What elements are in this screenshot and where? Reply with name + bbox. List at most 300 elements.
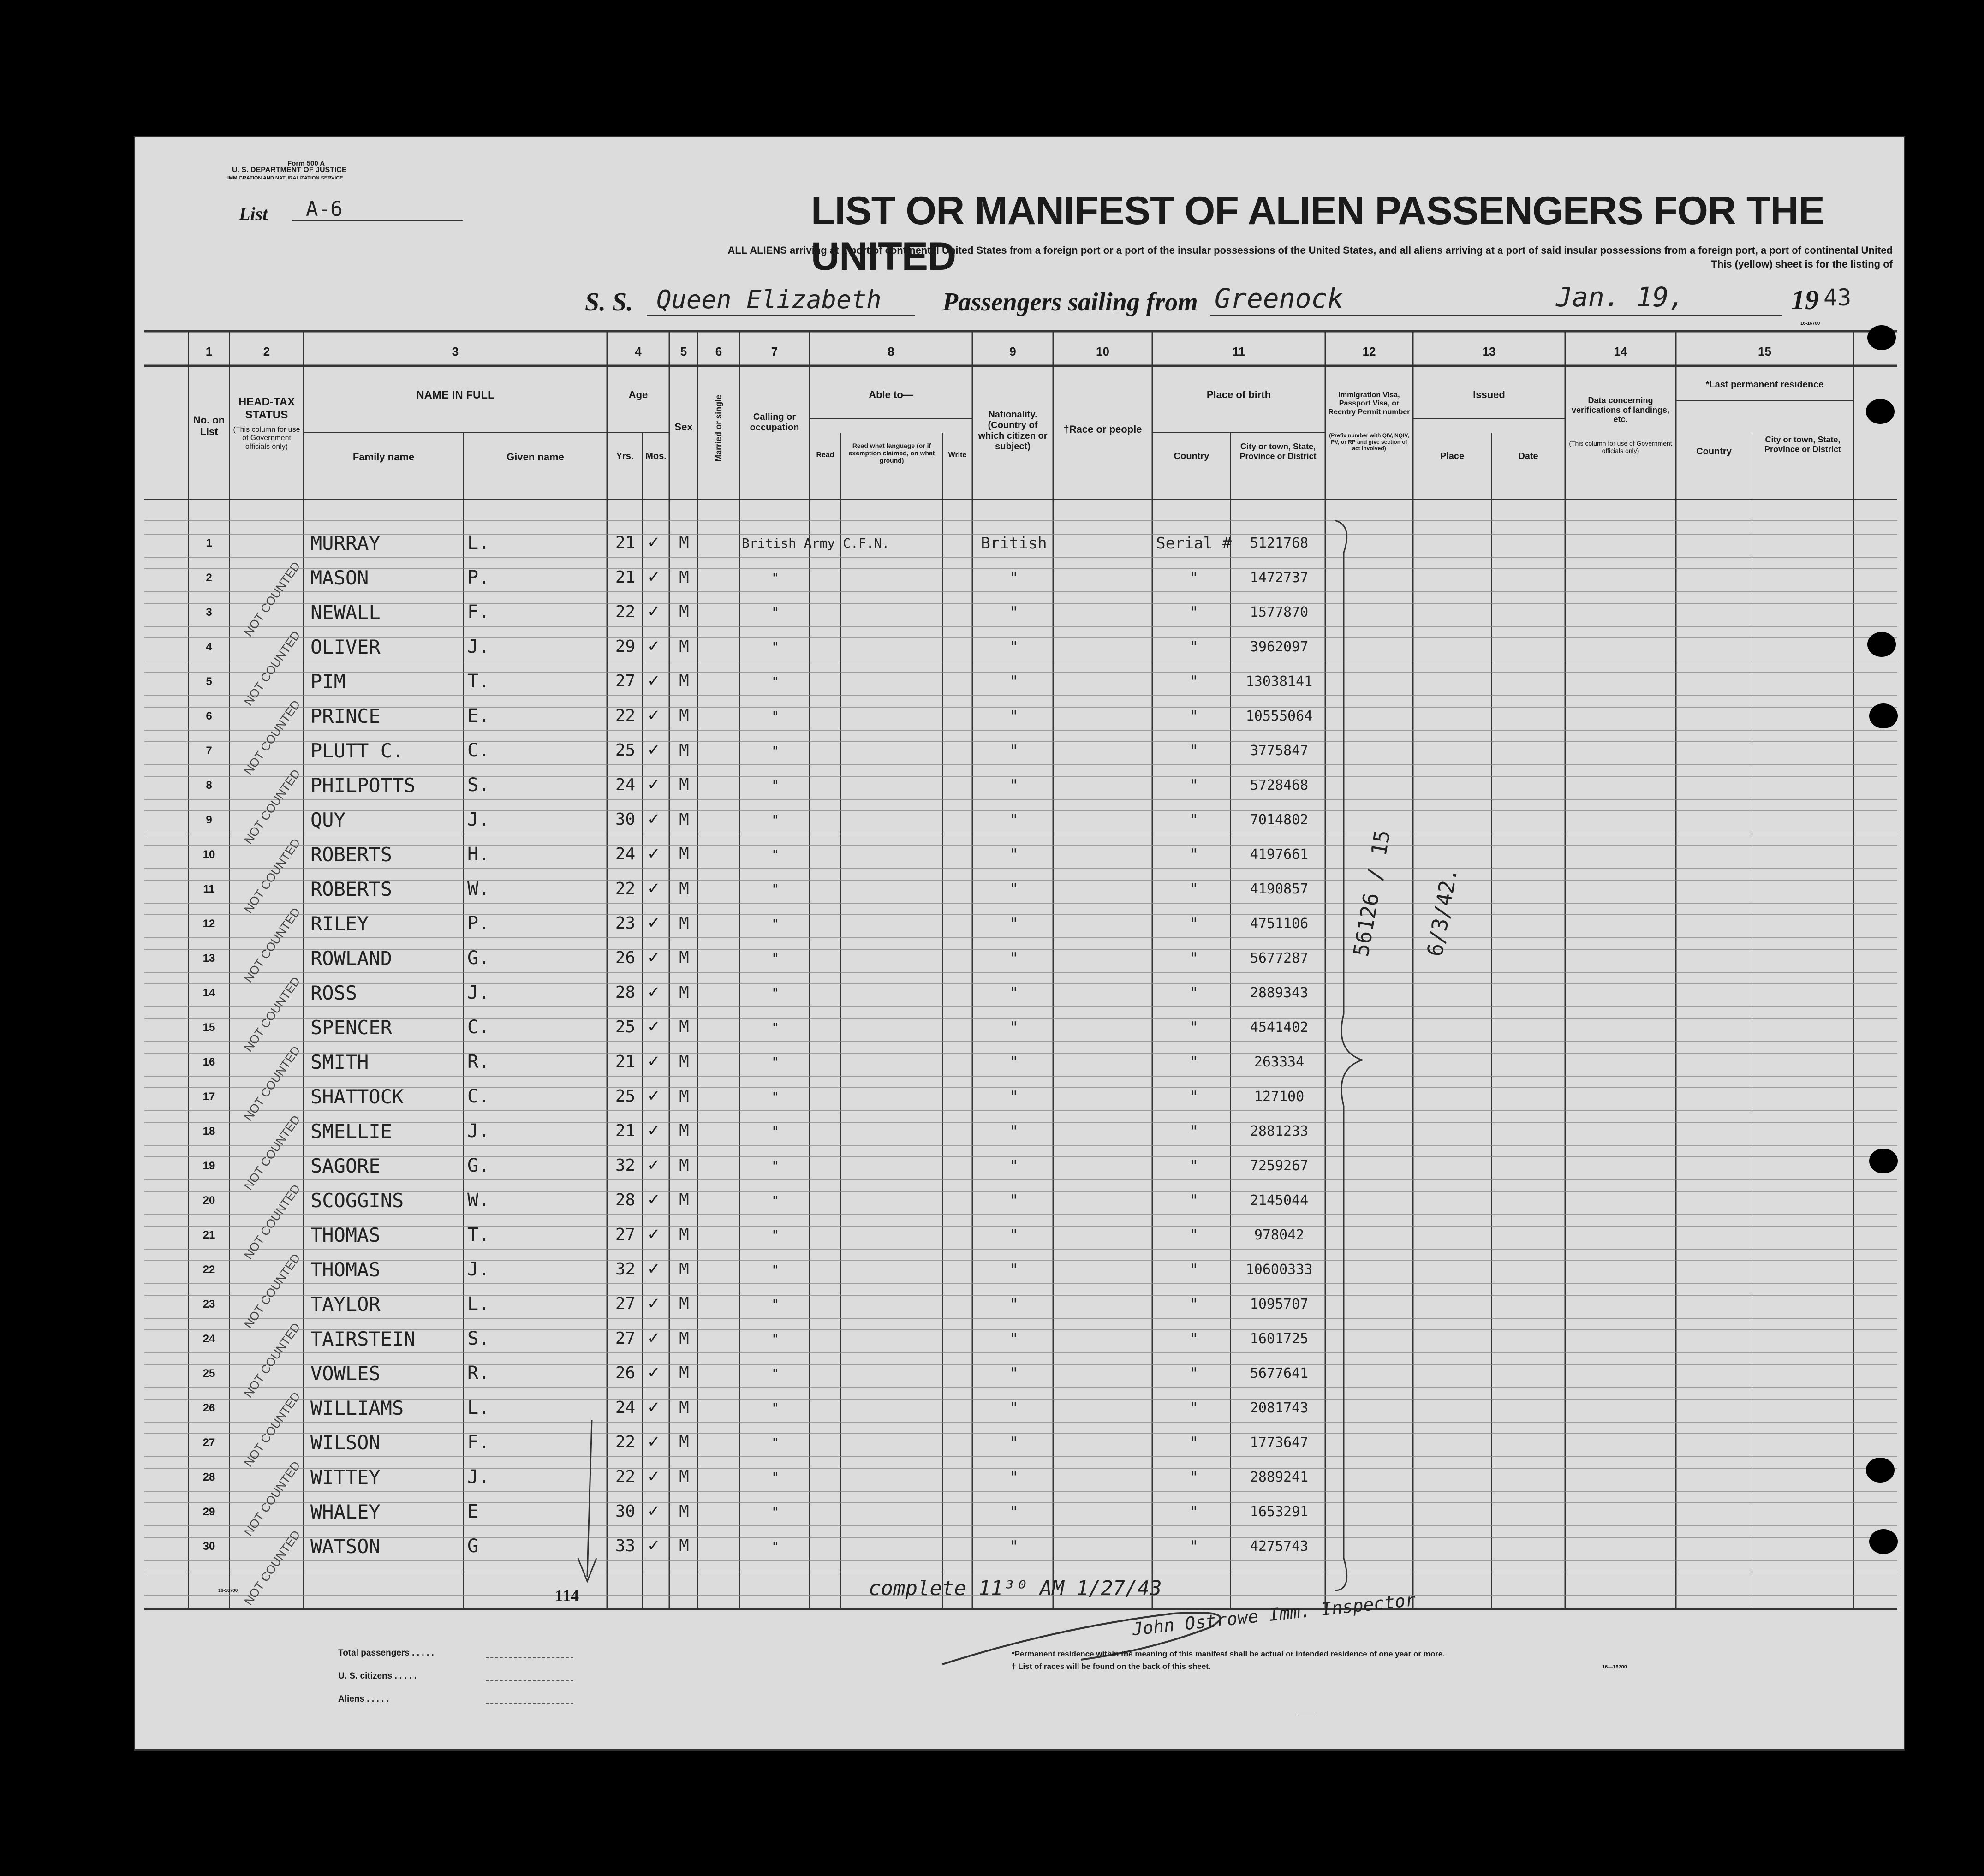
- not-counted-stamp: NOT COUNTED: [241, 1459, 303, 1539]
- col-num-10: 10: [1096, 345, 1109, 358]
- serial-number: 10600333: [1245, 1262, 1313, 1278]
- not-counted-stamp: NOT COUNTED: [241, 628, 303, 709]
- row-number: 22: [203, 1263, 215, 1276]
- occupation: ": [771, 1435, 779, 1451]
- sex: M: [679, 602, 689, 622]
- not-counted-stamp: NOT COUNTED: [241, 1113, 303, 1193]
- list-value: A-6: [306, 197, 343, 221]
- col-num-7: 7: [771, 345, 778, 358]
- birth-country: ": [1189, 776, 1199, 795]
- check-mark-icon: ✓: [647, 603, 661, 620]
- check-mark-icon: ✓: [647, 569, 661, 586]
- year-prefix: 19: [1791, 285, 1819, 315]
- age-years: 22: [615, 706, 636, 726]
- serial-number: 4751106: [1250, 916, 1309, 932]
- row-number: 8: [206, 779, 212, 792]
- occupation: ": [771, 951, 779, 966]
- occupation: ": [771, 1366, 779, 1382]
- age-years: 32: [615, 1260, 636, 1279]
- given-name: C.: [467, 740, 490, 761]
- given-name: G.: [467, 1155, 490, 1176]
- age-years: 33: [615, 1537, 636, 1556]
- sex: M: [679, 568, 689, 587]
- family-name: ROWLAND: [310, 947, 393, 970]
- check-mark-icon: ✓: [647, 811, 661, 828]
- birth-country: ": [1189, 1018, 1199, 1037]
- age-years: 30: [615, 1502, 636, 1521]
- family-name: TAIRSTEIN: [310, 1327, 416, 1350]
- serial-number: 3775847: [1250, 743, 1309, 759]
- form-number: Form 500 A: [287, 160, 325, 167]
- serial-number: 2081743: [1250, 1400, 1309, 1416]
- punch-hole: [1869, 703, 1898, 728]
- age-years: 28: [615, 983, 636, 1002]
- serial-number: 1653291: [1250, 1504, 1309, 1520]
- check-mark-icon: ✓: [647, 846, 661, 863]
- nationality: ": [1009, 637, 1019, 656]
- row-number: 25: [203, 1367, 215, 1380]
- nationality: ": [1009, 1156, 1019, 1175]
- family-name: PRINCE: [310, 704, 381, 727]
- footnote-residence: *Permanent residence within the meaning of this manifest shall be actual or intended residence of one year or more.: [1012, 1650, 1445, 1658]
- birth-country: ": [1189, 1087, 1199, 1106]
- given-name: C.: [467, 1086, 490, 1107]
- birth-country: ": [1189, 1537, 1199, 1556]
- not-counted-stamp: NOT COUNTED: [241, 559, 303, 639]
- punch-hole: [1866, 1458, 1895, 1483]
- header-mos: Mos.: [645, 451, 667, 461]
- sex: M: [679, 1537, 689, 1556]
- family-name: THOMAS: [310, 1223, 381, 1246]
- header-head-tax-note: (This column for use of Government officials only): [233, 426, 300, 451]
- sex: M: [679, 672, 689, 691]
- occupation: ": [771, 1020, 779, 1036]
- given-name: J.: [467, 809, 490, 830]
- header-age: Age: [628, 389, 648, 400]
- occupation: ": [771, 985, 779, 1001]
- col-num-11: 11: [1232, 345, 1245, 358]
- header-city: City or town, State, Province or District: [1239, 442, 1317, 461]
- row-number: 4: [206, 640, 212, 653]
- birth-country: ": [1189, 672, 1199, 691]
- given-name: R.: [467, 1363, 490, 1384]
- not-counted-stamp: NOT COUNTED: [241, 836, 303, 916]
- sex: M: [679, 1156, 689, 1175]
- check-mark-icon: ✓: [647, 1434, 661, 1451]
- occupation: British Army C.F.N.: [742, 536, 890, 551]
- age-years: 27: [615, 1294, 636, 1314]
- sex: M: [679, 1121, 689, 1141]
- row-number: 5: [206, 675, 212, 688]
- punch-hole: [1867, 632, 1896, 657]
- header-family-name: Family name: [352, 451, 415, 463]
- header-country: Country: [1174, 451, 1209, 461]
- birth-country: ": [1189, 568, 1199, 587]
- check-mark-icon: ✓: [647, 1330, 661, 1347]
- sex: M: [679, 1260, 689, 1279]
- birth-country: ": [1189, 1260, 1199, 1279]
- sex: M: [679, 983, 689, 1002]
- family-name: PHILPOTTS: [310, 774, 416, 797]
- age-years: 30: [615, 810, 636, 829]
- age-years: 27: [615, 1329, 636, 1348]
- row-number: 24: [203, 1332, 215, 1345]
- not-counted-stamp: NOT COUNTED: [241, 1251, 303, 1331]
- visa-bracket-note: 56126 / 15: [1348, 828, 1395, 959]
- serial-number: 3962097: [1250, 639, 1309, 655]
- header-visa: Immigration Visa, Passport Visa, or Reentry Permit number: [1328, 391, 1410, 416]
- header-place: Place: [1440, 451, 1465, 461]
- age-years: 29: [615, 637, 636, 656]
- header-given-name: Given name: [506, 451, 564, 463]
- check-mark-icon: ✓: [647, 776, 661, 793]
- subtitle-line-2: This (yellow) sheet is for the listing of: [1711, 258, 1893, 270]
- age-years: 25: [615, 1018, 636, 1037]
- nationality: ": [1009, 983, 1019, 1002]
- birth-country: ": [1189, 845, 1199, 864]
- col-num-9: 9: [1009, 345, 1016, 358]
- nationality: ": [1009, 1399, 1019, 1417]
- not-counted-stamp: NOT COUNTED: [241, 1528, 303, 1608]
- serial-number: 978042: [1254, 1227, 1305, 1243]
- given-name: S.: [467, 1328, 490, 1349]
- ship-name: Queen Elizabeth: [656, 285, 882, 314]
- nationality: ": [1009, 810, 1019, 829]
- family-name: WHALEY: [310, 1500, 381, 1523]
- nationality: ": [1009, 1364, 1019, 1383]
- occupation: ": [771, 1089, 779, 1105]
- row-number: 13: [203, 952, 215, 965]
- given-name: E.: [467, 705, 490, 727]
- family-name: VOWLES: [310, 1362, 381, 1385]
- given-name: P.: [467, 567, 490, 588]
- check-mark-icon: ✓: [647, 1088, 661, 1105]
- row-number: 2: [206, 571, 212, 584]
- age-years: 21: [615, 568, 636, 587]
- sailing-date: Jan. 19,: [1556, 281, 1685, 313]
- occupation: ": [771, 709, 779, 724]
- service: IMMIGRATION AND NATURALIZATION SERVICE: [227, 175, 343, 181]
- birth-country: ": [1189, 1399, 1199, 1417]
- col-num-8: 8: [888, 345, 894, 358]
- check-mark-icon: ✓: [647, 1226, 661, 1243]
- occupation: ": [771, 1539, 779, 1554]
- check-mark-icon: ✓: [647, 949, 661, 966]
- birth-country: ": [1189, 1191, 1199, 1210]
- nationality: ": [1009, 1502, 1019, 1521]
- nationality: ": [1009, 1260, 1019, 1279]
- birth-country: ": [1189, 637, 1199, 656]
- birth-country: ": [1189, 1329, 1199, 1348]
- row-number: 30: [203, 1540, 215, 1553]
- serial-number: 1601725: [1250, 1331, 1309, 1347]
- serial-number: 5677641: [1250, 1365, 1309, 1382]
- page-title: LIST OR MANIFEST OF ALIEN PASSENGERS FOR THE UNITED: [811, 189, 1824, 279]
- serial-number: 1472737: [1250, 570, 1309, 586]
- nationality: ": [1009, 1226, 1019, 1245]
- given-name: C.: [467, 1017, 490, 1038]
- serial-number: 263334: [1254, 1054, 1305, 1070]
- sex: M: [679, 1225, 689, 1245]
- age-years: 26: [615, 948, 636, 968]
- sex: M: [679, 1398, 689, 1417]
- age-years: 24: [615, 845, 636, 864]
- occupation: ": [771, 916, 779, 932]
- sex: M: [679, 1467, 689, 1487]
- sex: M: [679, 1018, 689, 1037]
- check-mark-icon: ✓: [647, 638, 661, 655]
- age-years: 27: [615, 1225, 636, 1245]
- serial-number: 2889343: [1250, 985, 1309, 1001]
- occupation: ": [771, 1400, 779, 1416]
- check-mark-icon: ✓: [647, 707, 661, 724]
- port-name: Greenock: [1215, 283, 1344, 314]
- row-number: 20: [203, 1194, 215, 1207]
- nationality: ": [1009, 1018, 1019, 1037]
- sex: M: [679, 1087, 689, 1106]
- row-number: 3: [206, 606, 212, 619]
- nationality: ": [1009, 1053, 1019, 1072]
- not-counted-stamp: NOT COUNTED: [241, 1182, 303, 1262]
- age-years: 21: [615, 533, 636, 553]
- check-mark-icon: ✓: [647, 984, 661, 1001]
- row-number: 10: [203, 848, 215, 861]
- age-years: 25: [615, 1087, 636, 1106]
- birth-country: ": [1189, 1433, 1199, 1452]
- occupation: ": [771, 1158, 779, 1174]
- age-years: 28: [615, 1191, 636, 1210]
- row-number: 29: [203, 1505, 215, 1518]
- nationality: ": [1009, 914, 1019, 933]
- punch-hole: [1869, 1529, 1898, 1554]
- sex: M: [679, 637, 689, 656]
- us-citizens-label: U. S. citizens . . . . .: [338, 1671, 417, 1681]
- nationality: British: [981, 534, 1047, 553]
- birth-country: ": [1189, 983, 1199, 1002]
- check-mark-icon: ✓: [647, 1295, 661, 1312]
- given-name: L.: [467, 1293, 490, 1315]
- serial-number: 4190857: [1250, 881, 1309, 897]
- header-read-language: Read what language (or if exemption claimed, on what ground): [848, 442, 935, 465]
- birth-country: ": [1189, 1156, 1199, 1175]
- family-name: OLIVER: [310, 635, 381, 658]
- total-passengers-line: [486, 1657, 573, 1658]
- age-years: 21: [615, 1052, 636, 1072]
- punch-hole: [1869, 1149, 1898, 1173]
- check-mark-icon: ✓: [647, 534, 661, 551]
- row-number: 18: [203, 1125, 215, 1138]
- age-years: 22: [615, 1433, 636, 1452]
- total-passengers-label: Total passengers . . . . .: [338, 1648, 434, 1658]
- family-name: QUY: [310, 808, 346, 831]
- serial-number: 5728468: [1250, 777, 1309, 793]
- given-name: E: [467, 1501, 479, 1522]
- header-last-residence: *Last permanent residence: [1705, 380, 1824, 390]
- check-mark-icon: ✓: [647, 1261, 661, 1278]
- row-number: 16: [203, 1055, 215, 1068]
- check-mark-icon: ✓: [647, 880, 661, 897]
- given-name: J.: [467, 1259, 490, 1280]
- family-name: WILSON: [310, 1431, 381, 1454]
- serial-number: 4275743: [1250, 1538, 1309, 1554]
- birth-country: ": [1189, 1502, 1199, 1521]
- occupation: ": [771, 1297, 779, 1312]
- sex: M: [679, 775, 689, 795]
- given-name: J.: [467, 1466, 490, 1488]
- aliens-label: Aliens . . . . .: [338, 1694, 389, 1704]
- sex: M: [679, 810, 689, 829]
- sex: M: [679, 1433, 689, 1452]
- given-name: W.: [467, 1190, 490, 1211]
- sex: M: [679, 948, 689, 968]
- header-res-city: City or town, State, Province or District: [1764, 435, 1841, 454]
- occupation: ": [771, 743, 779, 759]
- serial-number: 7259267: [1250, 1158, 1309, 1174]
- family-name: SHATTOCK: [310, 1085, 404, 1108]
- serial-number: 1095707: [1250, 1296, 1309, 1312]
- birth-country: ": [1189, 949, 1199, 968]
- col-num-2: 2: [263, 345, 270, 358]
- header-res-country: Country: [1696, 447, 1732, 457]
- given-name: P.: [467, 913, 490, 934]
- header-verif: Data concerning verifications of landings, etc.: [1571, 396, 1670, 424]
- nationality: ": [1009, 776, 1019, 795]
- serial-number: 2889241: [1250, 1469, 1309, 1485]
- birth-country: ": [1189, 1364, 1199, 1383]
- sex: M: [679, 845, 689, 864]
- header-race: †Race or people: [1063, 423, 1142, 435]
- manifest-sheet: [134, 136, 1905, 1751]
- occupation: ": [771, 1470, 779, 1485]
- row-number: 21: [203, 1228, 215, 1241]
- age-years: 25: [615, 741, 636, 760]
- header-name-in-full: NAME IN FULL: [416, 389, 495, 401]
- family-name: SAGORE: [310, 1154, 381, 1177]
- occupation: ": [771, 1262, 779, 1278]
- family-name: MURRAY: [310, 531, 381, 554]
- header-date: Date: [1518, 451, 1538, 461]
- serial-number: 13038141: [1245, 673, 1313, 690]
- check-mark-icon: ✓: [647, 1122, 661, 1139]
- occupation: ": [771, 1227, 779, 1243]
- row-number: 26: [203, 1401, 215, 1414]
- nationality: ": [1009, 949, 1019, 968]
- birth-country: ": [1189, 1295, 1199, 1314]
- occupation: ": [771, 1054, 779, 1070]
- sex: M: [679, 1052, 689, 1072]
- date-bracket-note: 6/3/42.: [1422, 866, 1462, 959]
- sex: M: [679, 533, 689, 553]
- row-number: 1: [206, 536, 212, 549]
- given-name: F.: [467, 602, 490, 623]
- nationality: ": [1009, 568, 1019, 587]
- nationality: ": [1009, 741, 1019, 760]
- not-counted-stamp: NOT COUNTED: [241, 1389, 303, 1470]
- serial-number: 5121768: [1250, 535, 1309, 551]
- occupation: ": [771, 881, 779, 897]
- birth-country: ": [1189, 810, 1199, 829]
- serial-number: 127100: [1254, 1089, 1305, 1105]
- col-num-12: 12: [1362, 345, 1376, 358]
- age-years: 22: [615, 602, 636, 622]
- check-mark-icon: ✓: [647, 1468, 661, 1485]
- nationality: ": [1009, 1122, 1019, 1141]
- age-years: 32: [615, 1156, 636, 1175]
- birth-country: ": [1189, 741, 1199, 760]
- col-num-5: 5: [680, 345, 687, 358]
- nationality: ": [1009, 1191, 1019, 1210]
- not-counted-stamp: NOT COUNTED: [241, 974, 303, 1054]
- serial-number: 10555064: [1245, 708, 1313, 724]
- check-mark-icon: ✓: [647, 915, 661, 932]
- row-number: 14: [203, 986, 215, 999]
- check-mark-icon: ✓: [647, 1503, 661, 1520]
- serial-number: 2145044: [1250, 1192, 1309, 1209]
- subtitle-line-1: ALL ALIENS arriving at a port of continental United States from a foreign port or a port of the insular possessions of the United States, and all aliens arriving at a port of said insular possessions from a foreign port, a port of continental United: [727, 244, 1893, 256]
- list-label: List: [239, 203, 268, 224]
- sex: M: [679, 1364, 689, 1383]
- occupation: ": [771, 674, 779, 690]
- not-counted-stamp: NOT COUNTED: [241, 1043, 303, 1124]
- header-write: Write: [948, 451, 967, 459]
- given-name: H.: [467, 844, 490, 865]
- given-name: G: [467, 1536, 479, 1557]
- birth-country: ": [1189, 603, 1199, 622]
- header-yrs: Yrs.: [616, 451, 634, 461]
- col-num-15: 15: [1758, 345, 1771, 358]
- family-name: SMITH: [310, 1050, 369, 1073]
- header-read: Read: [816, 451, 834, 459]
- sailing-label: Passengers sailing from: [942, 288, 1198, 316]
- row-number: 12: [203, 917, 215, 930]
- check-mark-icon: ✓: [647, 1191, 661, 1209]
- serial-number: 7014802: [1250, 812, 1309, 828]
- check-mark-icon: ✓: [647, 1537, 661, 1554]
- row-number: 6: [206, 709, 212, 722]
- check-mark-icon: ✓: [647, 1364, 661, 1382]
- occupation: ": [771, 778, 779, 793]
- occupation: ": [771, 605, 779, 620]
- given-name: J.: [467, 1120, 490, 1142]
- occupation: ": [771, 639, 779, 655]
- header-issued: Issued: [1473, 389, 1505, 400]
- page-count: 114: [555, 1586, 579, 1605]
- header-calling: Calling or occupation: [750, 412, 799, 433]
- age-years: 24: [615, 775, 636, 795]
- aliens-line: [486, 1703, 573, 1704]
- nationality: ": [1009, 1468, 1019, 1487]
- given-name: S.: [467, 774, 490, 796]
- check-mark-icon: ✓: [647, 673, 661, 690]
- occupation: ": [771, 847, 779, 863]
- nationality: ": [1009, 880, 1019, 899]
- birth-country: Serial #: [1156, 534, 1232, 553]
- birth-country: ": [1189, 707, 1199, 726]
- row-number: 15: [203, 1021, 215, 1034]
- age-years: 22: [615, 1467, 636, 1487]
- birth-country: ": [1189, 914, 1199, 933]
- row-number: 19: [203, 1159, 215, 1172]
- family-name: SMELLIE: [310, 1120, 393, 1143]
- family-name: RILEY: [310, 912, 369, 935]
- punch-hole: [1866, 399, 1895, 424]
- family-name: NEWALL: [310, 601, 381, 624]
- age-years: 23: [615, 914, 636, 933]
- sex: M: [679, 741, 689, 760]
- family-name: ROSS: [310, 981, 357, 1004]
- not-counted-stamp: NOT COUNTED: [241, 1320, 303, 1400]
- serial-number: 2881233: [1250, 1123, 1309, 1139]
